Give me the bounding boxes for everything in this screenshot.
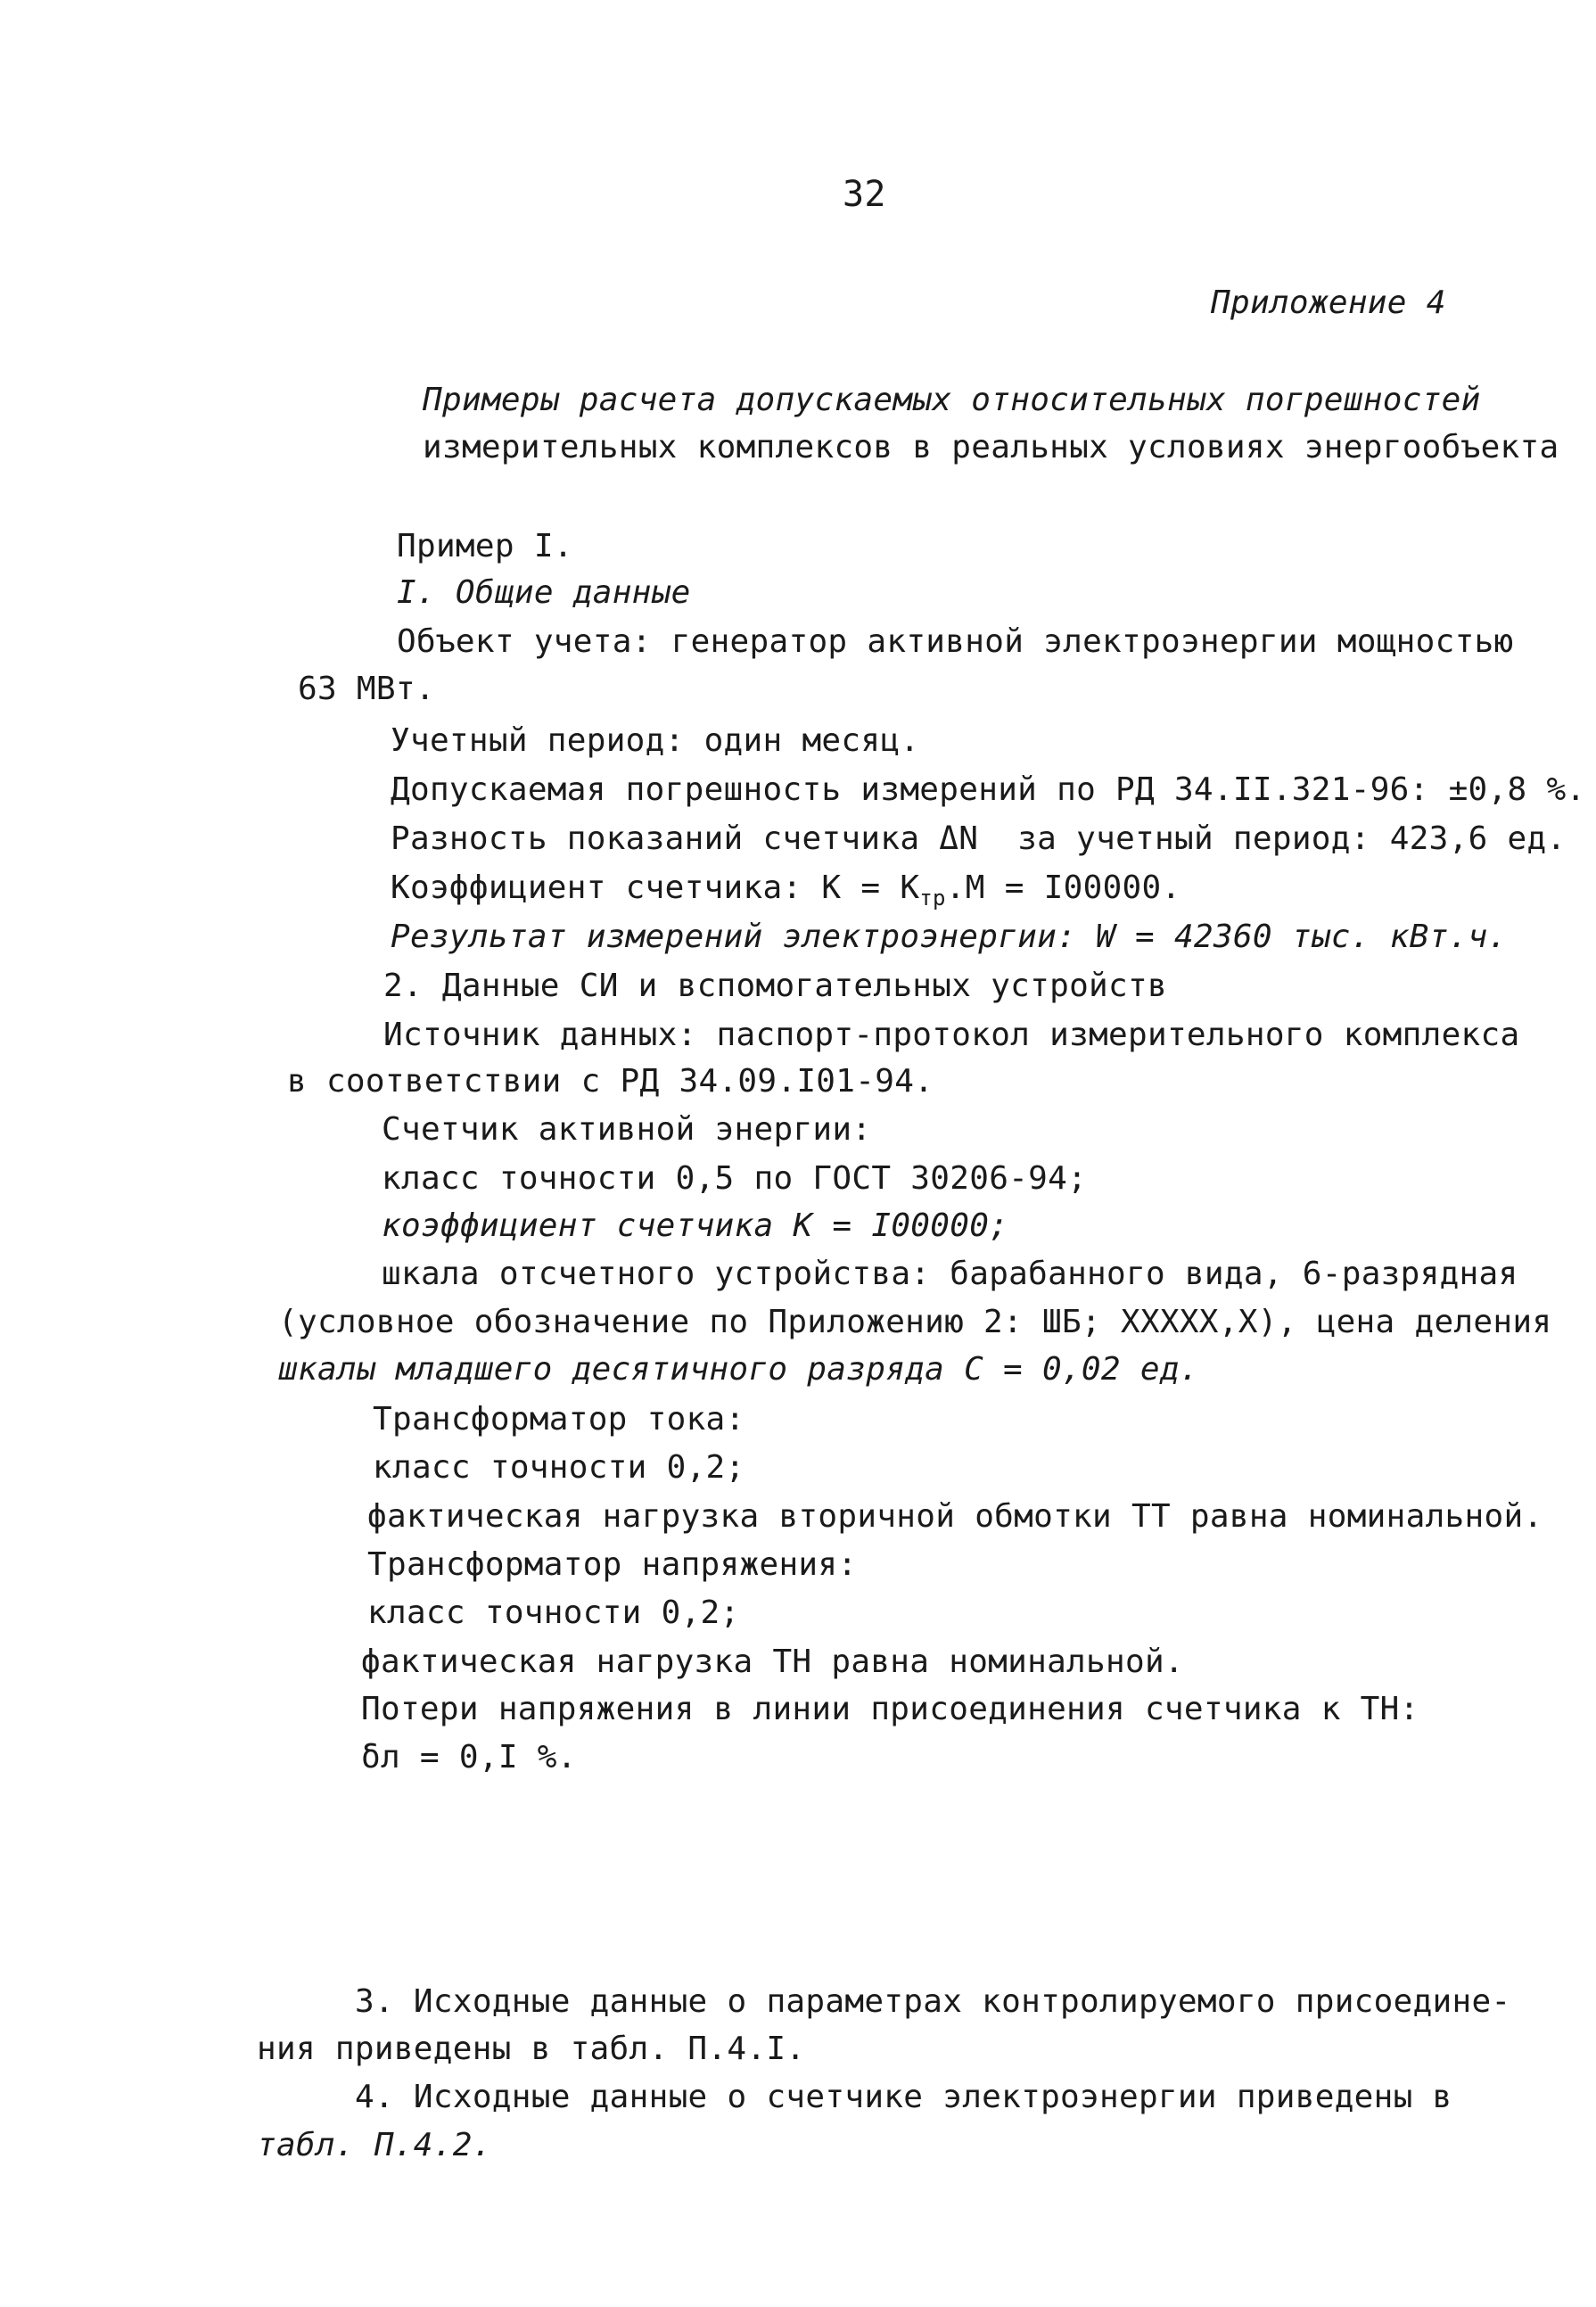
vt-heading: Трансформатор напряжения:: [367, 1546, 858, 1583]
source-line-2: в соответствии с РД 34.09.I01-94.: [287, 1063, 934, 1100]
vt-class: класс точности 0,2;: [367, 1594, 740, 1631]
title-line-2: измерительных комплексов в реальных условиях энергообъекта: [423, 429, 1559, 466]
paragraph-3-line-1: 3. Исходные данные о параметрах контролируемого присоедине-: [355, 1983, 1511, 2020]
appendix-label: Приложение 4: [1211, 284, 1446, 321]
coef-label: Коэффициент счетчика: К = К: [391, 869, 920, 906]
object-line-2: 63 МВт.: [298, 671, 435, 707]
diff-line: [391, 818, 1566, 861]
ct-load: фактическая нагрузка вторичной обмотки ТТ равна номинальной.: [367, 1498, 1543, 1535]
error-line: Допускаемая погрешность измерений по РД 34.II.321-96: ±0,8 %.: [391, 771, 1586, 808]
coef-value: .М = I00000.: [945, 869, 1181, 906]
page-number: 32: [843, 174, 886, 215]
example-label: Пример I.: [397, 528, 573, 564]
vt-load: фактическая нагрузка ТН равна номинальной.: [361, 1644, 1184, 1680]
coef-subscript: тр: [919, 886, 946, 910]
diff-label: Разность показаний счетчика ΔN: [391, 820, 979, 857]
title-line-1: Примеры расчета допускаемых относительных погрешностей: [423, 382, 1481, 418]
meter-heading: Счетчик активной энергии:: [382, 1111, 872, 1148]
meter-class: класс точности 0,5 по ГОСТ 30206-94;: [382, 1160, 1088, 1197]
section-general-heading: I. Общие данные: [397, 574, 691, 611]
result-line: Результат измерений электроэнергии: W = 42360 тыс. кВт.ч.: [391, 919, 1508, 955]
scale-line-3: шкалы младшего десятичного разряда С = 0,02 ед.: [278, 1351, 1199, 1388]
meter-coef: коэффициент счетчика К = I00000;: [382, 1207, 1009, 1244]
ct-heading: Трансформатор тока:: [373, 1401, 745, 1438]
coef-line: [391, 867, 1181, 919]
paragraph-4-line-2: табл. П.4.2.: [257, 2127, 492, 2163]
paragraph-4-line-1: 4. Исходные данные о счетчике электроэнергии приведены в: [355, 2079, 1452, 2115]
source-line-1: Источник данных: паспорт-протокол измерительного комплекса: [383, 1017, 1520, 1053]
section-devices-heading: 2. Данные СИ и вспомогательных устройств: [383, 968, 1167, 1004]
period-line: Учетный период: один месяц.: [391, 722, 920, 759]
loss-line: Потери напряжения в линии присоединения счетчика к ТН:: [361, 1691, 1419, 1727]
diff-value: за учетный период: 423,6 ед.: [1017, 820, 1567, 857]
ct-class: класс точности 0,2;: [373, 1449, 745, 1486]
object-line-1: Объект учета: генератор активной электроэнергии мощностью: [397, 623, 1514, 660]
loss-value: δл = 0,I %.: [361, 1739, 577, 1776]
paragraph-3-line-2: ния приведены в табл. П.4.I.: [257, 2031, 806, 2067]
scale-line-1: шкала отсчетного устройства: барабанного вида, 6-разрядная: [382, 1256, 1518, 1292]
scale-line-2: (условное обозначение по Приложению 2: ШБ; XXXXX,X), цена деления: [278, 1304, 1552, 1340]
